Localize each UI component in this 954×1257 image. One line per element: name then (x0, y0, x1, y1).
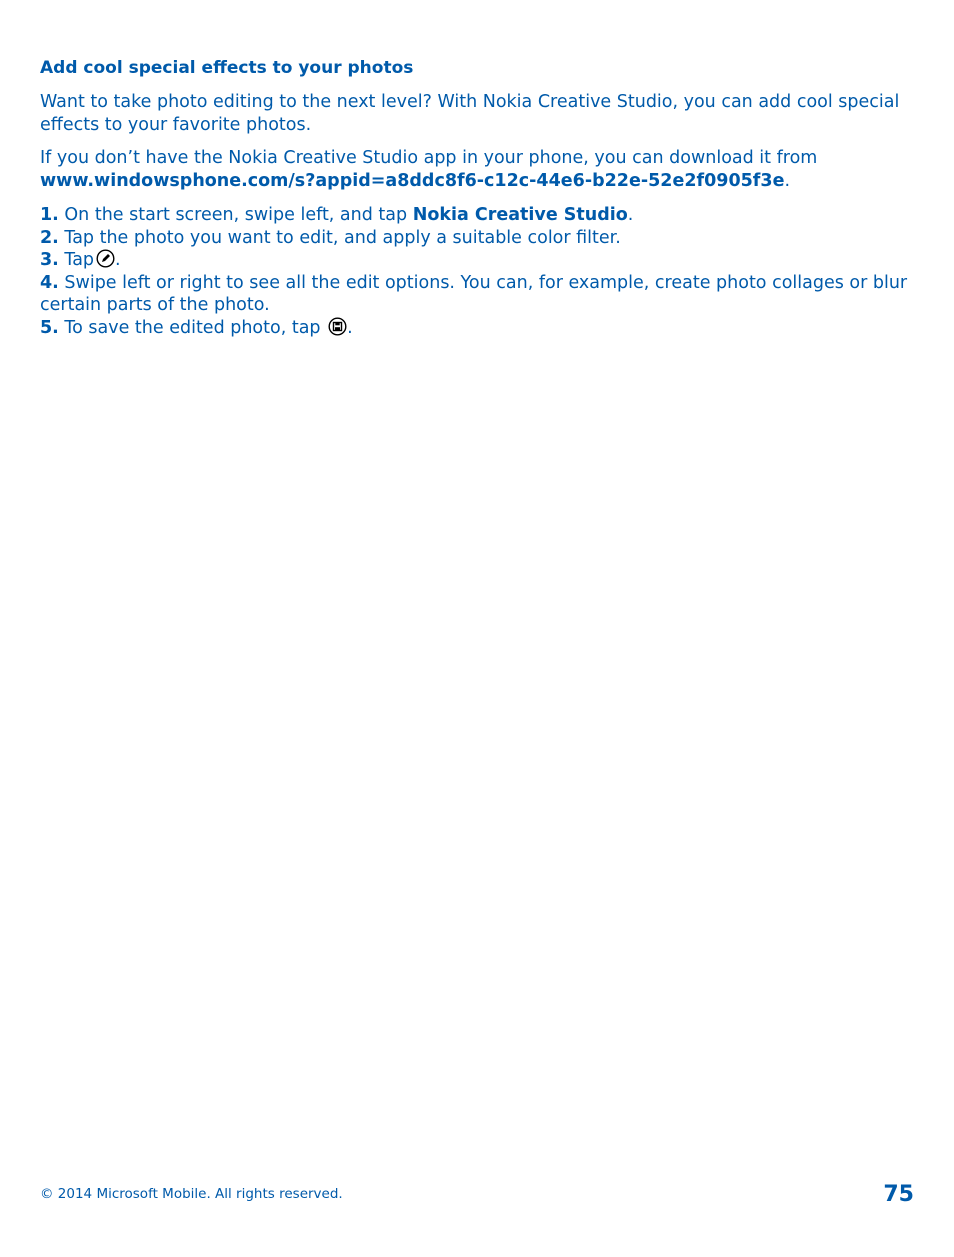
download-paragraph (40, 147, 920, 192)
step-1 (40, 204, 920, 227)
step-number: 1. (40, 205, 59, 225)
step-text: Swipe left or right to see all the edit options. You can, for example, create photo collages or blur certain parts of the photo. (40, 272, 908, 315)
step-number: 3. (40, 250, 59, 270)
step-end: . (347, 317, 353, 338)
edit-pencil-icon (96, 249, 115, 268)
footer-copyright: © 2014 Microsoft Mobile. All rights reserved. (40, 1186, 343, 1202)
step-2 (40, 227, 920, 250)
save-disk-icon (328, 317, 347, 336)
step-number: 5. (40, 317, 59, 338)
page-number: 75 (883, 1182, 914, 1207)
step-number: 4. (40, 272, 59, 293)
step-4 (40, 272, 920, 317)
store-link[interactable]: www.windowsphone.com/s?appid=a8ddc8f6-c12c-44e6-b22e-52e2f0905f3e (40, 170, 785, 191)
download-end: . (784, 170, 791, 191)
step-text: On the start screen, swipe left, and tap (64, 205, 408, 225)
intro-paragraph: Want to take photo editing to the next level? With Nokia Creative Studio, you can add cool special effects to your favorite photos. (40, 92, 900, 135)
steps-list (40, 204, 920, 339)
step-text: To save the edited photo, tap (64, 317, 321, 338)
step-end: . (115, 250, 121, 270)
step-text: Tap (64, 250, 95, 270)
step-5 (40, 317, 920, 340)
step-text: Tap the photo you want to edit, and apply a suitable color filter. (64, 227, 621, 248)
step-number: 2. (40, 227, 59, 248)
section-heading: Add cool special effects to your photos (40, 58, 414, 78)
app-name: Nokia Creative Studio (412, 205, 628, 225)
step-end: . (627, 205, 634, 225)
step-3 (40, 249, 920, 272)
download-text: If you don’t have the Nokia Creative Studio app in your phone, you can download it from (40, 148, 818, 168)
